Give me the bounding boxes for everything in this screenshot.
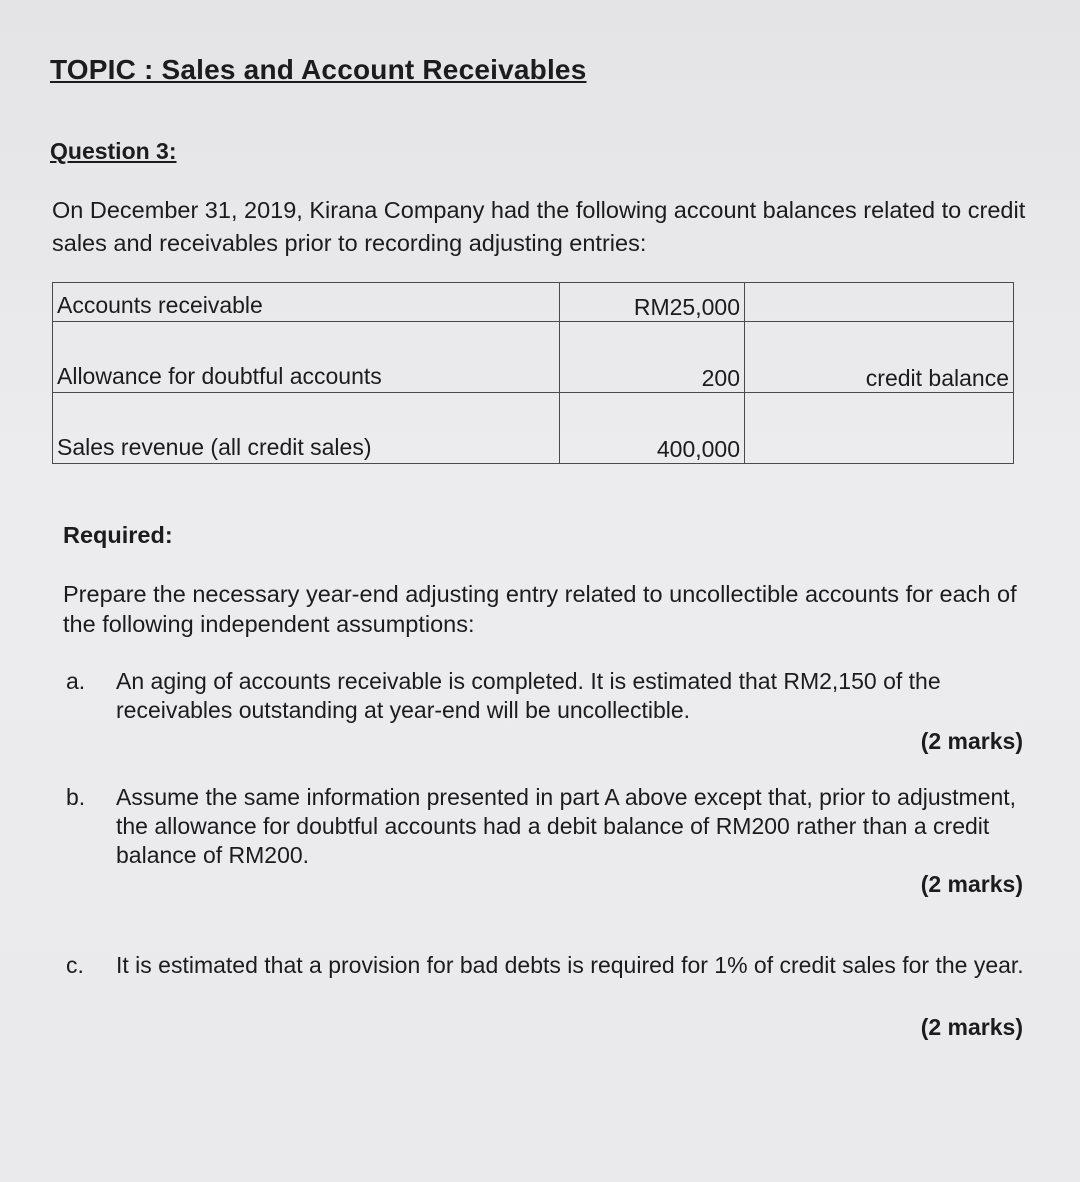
item-label: b. (66, 784, 86, 810)
item-text: Assume the same information presented in part A above except that, prior to adjustment, the allowance for doubtful accounts had a debit balance of RM200 rather than a credit balance of RM200. (116, 784, 1017, 868)
item-text: It is estimated that a provision for bad debts is required for 1% of credit sales for the year. (116, 952, 1024, 978)
marks-label: (2 marks) (920, 728, 1023, 754)
item-label: c. (66, 952, 84, 978)
account-amount: 200 (560, 322, 745, 393)
item-text: An aging of accounts receivable is completed. It is estimated that RM2,150 of the receivables outstanding at year-end will be uncollectible. (116, 668, 941, 723)
item-label: a. (66, 668, 86, 694)
account-name: Sales revenue (all credit sales) (53, 393, 560, 464)
table-row (53, 283, 1014, 322)
marks-label: (2 marks) (920, 871, 1023, 897)
account-name: Accounts receivable (53, 283, 560, 322)
account-name: Allowance for doubtful accounts (53, 322, 560, 393)
account-note (745, 283, 1014, 322)
intro-paragraph: On December 31, 2019, Kirana Company had the following account balances related to credit sales and receivables prior to recording adjusting entries: (52, 197, 1026, 256)
question-heading: Question 3: (50, 138, 177, 164)
marks-label: (2 marks) (920, 1014, 1023, 1040)
topic-title: TOPIC : Sales and Account Receivables (50, 54, 587, 85)
instructions-paragraph: Prepare the necessary year-end adjusting entry related to uncollectible accounts for each of the following independent assumptions: (63, 581, 1017, 637)
account-amount: 400,000 (560, 393, 745, 464)
account-note: credit balance (745, 322, 1014, 393)
account-amount: RM25,000 (560, 283, 745, 322)
balances-table (52, 282, 1014, 464)
account-note (745, 393, 1014, 464)
table-row (53, 393, 1014, 464)
required-heading: Required: (63, 522, 173, 548)
table-row (53, 322, 1014, 393)
